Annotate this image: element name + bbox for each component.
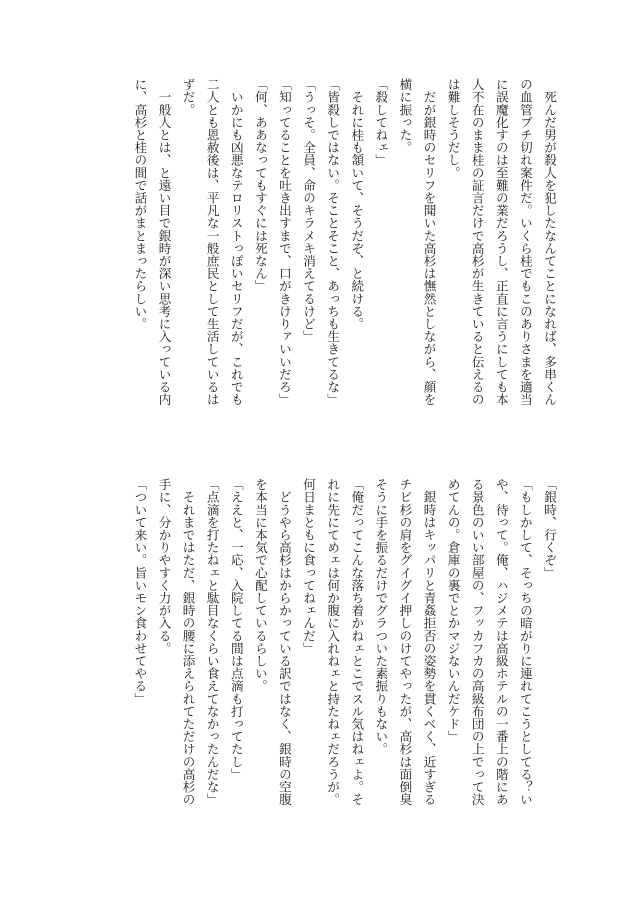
lower-text-block	[127, 478, 561, 830]
text-line: 「殺してねェ」	[373, 78, 389, 167]
text-line: や、待って。俺、ハジメテは高級ホテルの一番上の階にあ	[493, 478, 509, 806]
text-line: を本当に本気で心配しているらしい。	[252, 478, 268, 693]
text-line: どうやら高杉はからかっている訳ではなく、銀時の空腹	[276, 478, 292, 806]
text-line: そうに手を振るだけでグラついた素振りもない。	[373, 478, 389, 756]
text-line: だが銀時のセリフを聞いた高杉は憮然としながら、顔を	[421, 78, 437, 406]
text-line: 何日まともに食ってねェんだ」	[301, 478, 317, 655]
text-line: 人不在のまま桂の証言だけで高杉が生きていると伝えるの	[469, 78, 485, 406]
text-line: 「知ってることを吐き出すまで、口がきけりァいいだろ」	[276, 78, 292, 406]
text-line: めてんの。倉庫の裏でとかマジないんだケド」	[445, 478, 461, 743]
text-line: 「うっそ。全員、命のキラメキ消えてるけど」	[301, 78, 317, 343]
text-line: 「何、ああなってもすぐには死なん」	[252, 78, 268, 293]
text-line: 手に、分かりやすく力が入る。	[156, 478, 172, 655]
text-line: は難しそうだし。	[445, 78, 461, 179]
text-line: それまではただ、銀時の腰に添えられてただけの高杉の	[180, 478, 196, 806]
text-line: る景色のいい部屋の、フッカフカの高級布団の上でって決	[469, 478, 485, 806]
text-line: に誤魔化すのは至難の業だろうし、正直に言うにしても本	[493, 78, 509, 406]
text-line: 銀時はキッパリと青姦拒否の姿勢を貫くべく、近すぎる	[421, 478, 437, 806]
text-line: 「ええと、一応、入院してる間は点滴も打ってたし」	[228, 478, 244, 781]
text-line: 死んだ男が殺人を犯したなんてことになれば、多串くん	[542, 78, 557, 406]
text-line: れに先にてめェは何か腹に入れねェと持たねェだろうが。	[325, 478, 341, 806]
text-line: 「もしかして、そっちの暗がりに連れてこうとしてる？い	[517, 478, 533, 806]
text-line: の血管ブチ切れ案件だ。いくら桂でもこのありさまを適当	[517, 78, 533, 406]
text-line: 一般人とは、と遠い目で銀時が深い思考に入っている内	[156, 78, 172, 406]
text-line: に、高杉と桂の間で話がまとまったらしい。	[132, 78, 148, 330]
text-line: 「俺だってこんな落ち着かねェとこでスル気はねェよ。そ	[349, 478, 365, 806]
text-line: 「ついて来い。旨いモン食わせてやる」	[132, 478, 148, 705]
text-line: いかにも凶悪なテロリストっぽいセリフだが、これでも	[228, 78, 244, 406]
upper-text-block	[127, 78, 561, 430]
text-line: チビ杉の肩をグイグイ押しのけてやったが、高杉は面倒臭	[397, 478, 413, 806]
text-line: ずだ。	[180, 78, 196, 116]
text-line: 横に振った。	[397, 78, 413, 154]
text-line: 二人とも恩赦後は、平凡な一般庶民として生活しているは	[204, 78, 220, 406]
text-line: 「銀時、行くぞ」	[542, 478, 557, 579]
text-line: 「皆殺しではない。そことそこと、あっちも生きてるな」	[325, 78, 341, 406]
text-line: それに桂も頷いて、そうだぞ、と続ける。	[349, 78, 365, 330]
text-line: 「点滴を打たねェと駄目なくらい食えてなかったんだな」	[204, 478, 220, 806]
